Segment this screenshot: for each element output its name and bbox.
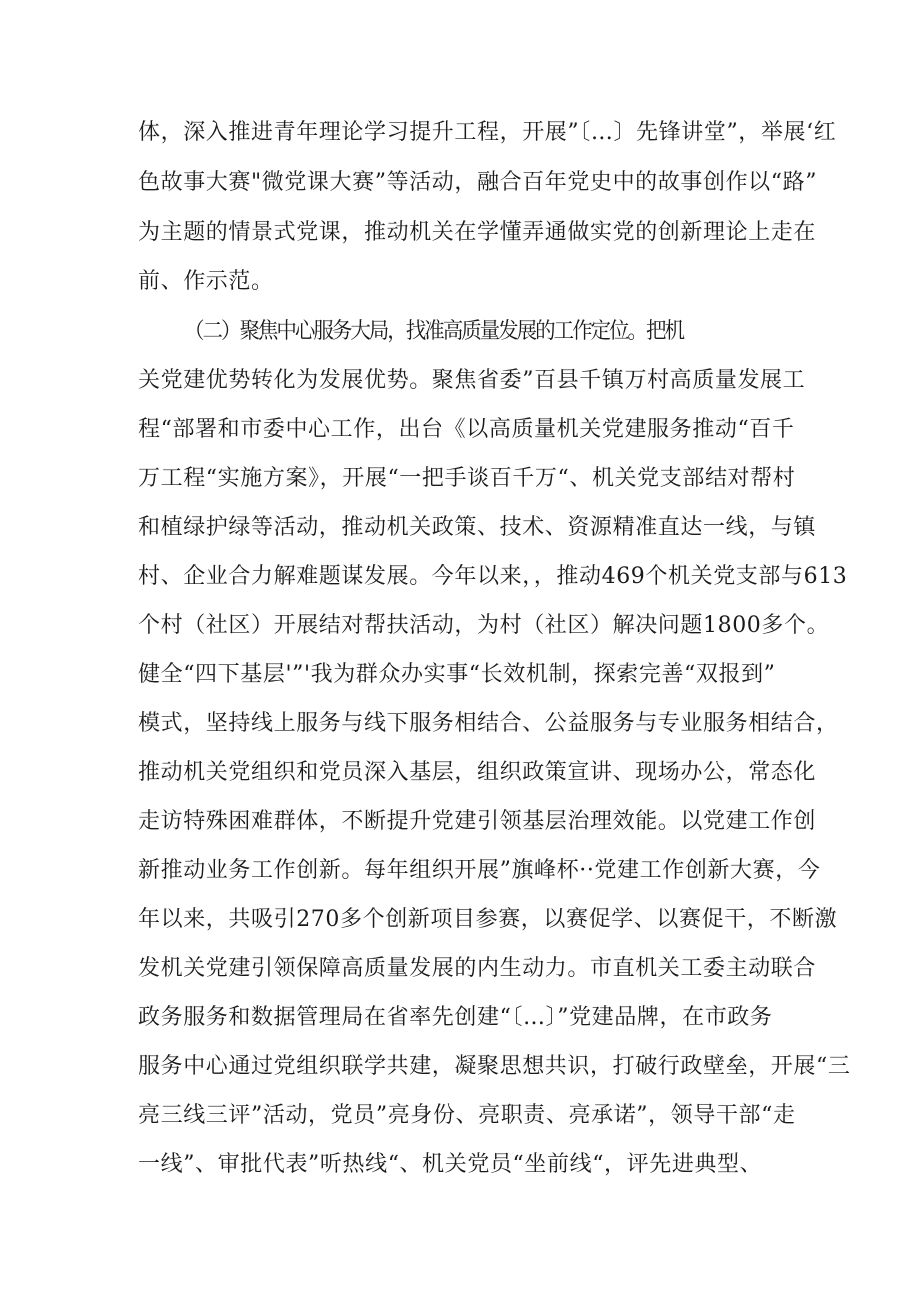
text-line: 一线”、审批代表”听热线“、机关党员“坐前线“，评先进典型、 [138,1152,763,1177]
text-line: 程“部署和市委中心工作，出台《以高质量机关党建服务推动“百千 [138,417,795,442]
text-line: 服务中心通过党组织联学共建，凝聚思想共识，打破行政壁垒，开展“三 [138,1054,851,1079]
text-line: 为主题的情景式党课，推动机关在学懂弄通做实党的创新理论上走在 [138,220,817,245]
text-line: 村、企业合力解难题谋发展。今年以来，，推动469个机关党支部与613 [138,564,848,589]
text-line: 模式，坚持线上服务与线下服务相结合、公益服务与专业服务相结合， [138,711,839,736]
text-line: 关党建优势转化为发展优势。聚焦省委”百县千镇万村高质量发展工 [138,368,806,393]
section-heading-line: （二）聚焦中心服务大局，找准高质量发展的工作定位。把机 [184,319,683,344]
text-line: 政务服务和数据管理局在省率先创建“〔…〕”党建品牌，在市政务 [138,1005,773,1030]
text-line: 发机关党建引领保障高质量发展的内生动力。市直机关工委主动联合 [138,956,817,981]
text-line: 健全“四下基层'”'我为群众办实事“长效机制，探索完善“双报到” [138,662,776,687]
text-line: 年以来，共吸引270多个创新项目参赛，以赛促学、以赛促干，不断激 [138,907,838,932]
text-line: 色故事大赛"微党课大赛”等活动，融合百年党史中的故事创作以“路” [138,170,818,195]
text-line: 走访特殊困难群体，不断提升党建引领基层治理效能。以党建工作创 [138,809,817,834]
text-line: 和植绿护绿等活动，推动机关政策、技术、资源精准直达一线，与镇 [138,515,817,540]
text-line: 推动机关党组织和党员深入基层，组织政策宣讲、现场办公，常态化 [138,760,817,785]
text-line: 前、作示范。 [138,269,274,294]
text-line: 新推动业务工作创新。每年组织开展”旗峰杯··党建工作创新大赛，今 [138,858,821,883]
text-line: 亮三线三评”活动，党员”亮身份、亮职责、亮承诺”，领导干部“走 [138,1103,796,1128]
text-line: 体，深入推进青年理论学习提升工程，开展”〔…〕先锋讲堂”，举展‘红 [138,120,837,145]
text-line: 个村（社区）开展结对帮扶活动，为村（社区）解决问题1800多个。 [138,613,830,638]
text-line: 万工程“实施方案》，开展“一把手谈百千万“、机关党支部结对帮村 [138,466,796,491]
